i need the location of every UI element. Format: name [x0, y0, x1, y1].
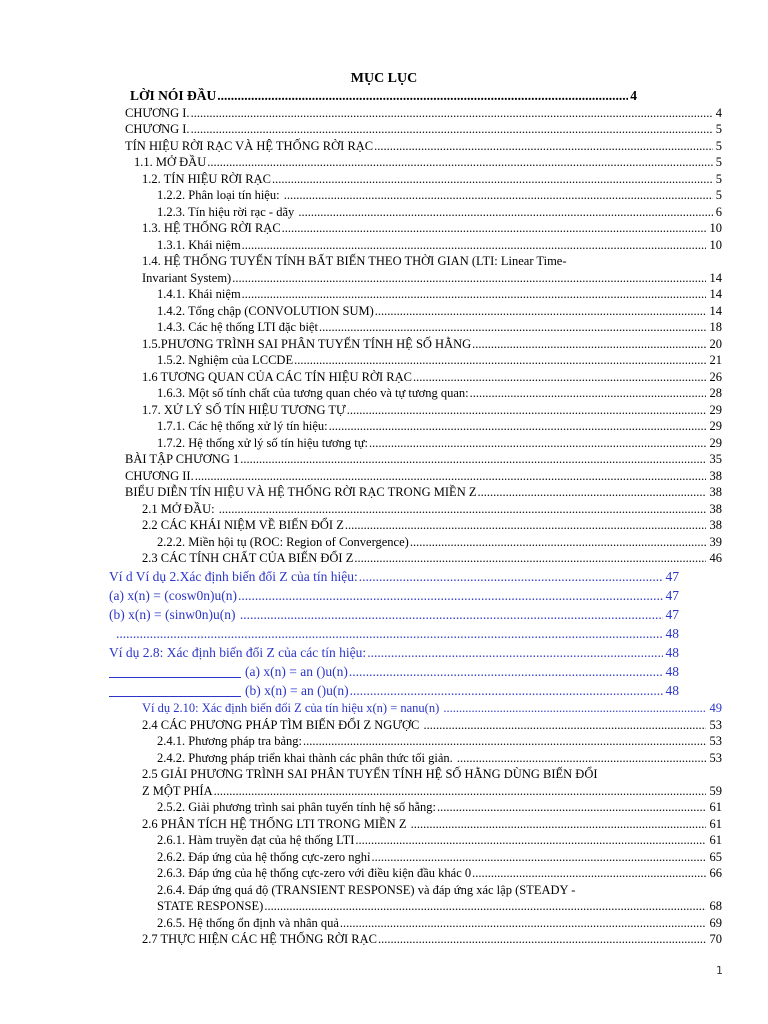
toc-entry-page: 48 — [665, 644, 679, 660]
toc-entry-label: (b) x(n) = (sinw0n)u(n) — [109, 606, 239, 622]
toc-entry — [0, 849, 768, 866]
toc-entry — [0, 451, 768, 468]
toc-entry-label: Z MỘT PHÍA — [142, 783, 213, 798]
toc-entry[interactable] — [0, 681, 768, 700]
toc-entry-label: 2.4.2. Phương pháp triển khai thành các phân thức tối giản. — [157, 750, 456, 765]
toc-entry-page: 48 — [665, 663, 679, 679]
toc-entry-label: 1.7. XỬ LÝ SỐ TÍN HIỆU TƯƠNG TỰ — [142, 402, 346, 417]
toc-entry-page: 14 — [709, 270, 722, 285]
toc-entry — [0, 534, 768, 551]
toc-entry — [0, 369, 768, 386]
toc-entry-label: 1.6.3. Một số tính chất của tương quan chéo và tự tương quan: — [157, 386, 469, 400]
toc-entry — [0, 121, 768, 138]
toc-entry-page: 61 — [709, 816, 722, 831]
toc-entry-page: 53 — [709, 734, 722, 748]
toc-entry-label: Ví d Ví dụ 2.Xác định biến đổi Z của tín hiệu: — [109, 568, 358, 584]
toc-entry-page: 61 — [709, 833, 722, 847]
toc-entry-label: 2.6.1. Hàm truyền đạt của hệ thống LTI — [157, 833, 355, 847]
toc-entry-page: 38 — [709, 501, 722, 516]
toc-entry[interactable] — [0, 624, 768, 643]
toc-entry-label: TÍN HIỆU RỜI RẠC VÀ HỆ THỐNG RỜI RẠC — [125, 138, 374, 153]
toc-entry — [0, 783, 768, 800]
toc-entry — [0, 336, 768, 353]
toc-entry — [0, 187, 768, 204]
toc-entry-label: 1.5.2. Nghiệm của LCCDE — [157, 353, 294, 367]
toc-entry — [0, 501, 768, 518]
toc-entry-page: 5 — [715, 155, 722, 169]
toc-entry — [0, 319, 768, 336]
toc-entry-label: 1.2.2. Phân loại tín hiệu: — [157, 188, 283, 202]
toc-entry-label: 2.7 THỰC HIỆN CÁC HỆ THỐNG RỜI RẠC — [142, 932, 377, 946]
toc-entry — [0, 882, 768, 899]
page-number: 1 — [716, 964, 723, 977]
toc-entry-page: 5 — [715, 171, 722, 186]
toc-entry-page: 35 — [709, 452, 722, 466]
toc-entry-page: 38 — [709, 468, 722, 483]
toc-entry-label: 1.4.3. Các hệ thống LTI đặc biệt — [157, 320, 318, 334]
toc-entry-label: 2.5.2. Giải phương trình sai phân tuyến tính hệ số hằng: — [157, 800, 436, 814]
toc-entry-page: 48 — [665, 625, 679, 641]
toc-entry-label: CHƯƠNG I. — [125, 105, 190, 120]
toc-entry-page: 46 — [709, 551, 722, 565]
toc-entry-page: 49 — [709, 700, 722, 715]
toc-entry-page: 48 — [665, 682, 679, 698]
toc-entry — [0, 418, 768, 435]
toc-entry — [0, 750, 768, 767]
toc-entry[interactable] — [0, 662, 768, 681]
toc-entry-label: CHƯƠNG II. — [125, 468, 194, 483]
toc-entry — [0, 733, 768, 750]
toc-entry-label: 1.5.PHƯƠNG TRÌNH SAI PHÂN TUYẾN TÍNH HỆ SỐ HẰNG — [142, 336, 472, 351]
toc-entry-label: 2.1 MỞ ĐẦU: — [142, 501, 218, 516]
toc-entry — [0, 832, 768, 849]
toc-entry-label: 1.4. HỆ THỐNG TUYẾN TÍNH BẤT BIẾN THEO THỜI GIAN (LTI: Linear Time- — [142, 254, 567, 268]
toc-entry — [0, 154, 768, 171]
toc-entry-label: 1.4.2. Tổng chập (CONVOLUTION SUM) — [157, 303, 374, 318]
toc-entry-label: (a) x(n) = (cosw0n)u(n) — [109, 587, 237, 603]
toc-entry-page: 5 — [715, 188, 722, 202]
toc-entry-label: Ví dụ 2.10: Xác định biến đổi Z của tín hiệu x(n) = nanu(n) — [142, 700, 443, 715]
toc-entry[interactable] — [0, 700, 768, 717]
toc-entry-label: 1.6 TƯƠNG QUAN CỦA CÁC TÍN HIỆU RỜI RẠC — [142, 369, 413, 384]
toc-entry-page: 29 — [709, 435, 722, 450]
toc-title: MỤC LỤC — [350, 71, 418, 86]
toc-entry-label: Ví dụ 2.8: Xác định biến đổi Z của các tín hiệu: — [109, 644, 367, 660]
toc-entry-label: STATE RESPONSE) — [157, 899, 264, 913]
toc-entry[interactable] — [0, 567, 768, 586]
toc-entry-page: 47 — [665, 587, 679, 603]
underline-spacer — [109, 681, 241, 697]
toc-entry-label: 2.4.1. Phương pháp tra bảng: — [157, 734, 302, 748]
toc-entry-label: 1.1. MỞ ĐẦU — [134, 155, 207, 169]
toc-entry-page: 47 — [665, 606, 679, 622]
toc-entry-page: 28 — [709, 386, 722, 400]
toc-entry-page: 18 — [709, 320, 722, 334]
toc-entry — [0, 385, 768, 402]
toc-entry — [0, 171, 768, 188]
toc-entry-page: 66 — [709, 866, 722, 880]
toc-entry-page: 69 — [709, 915, 722, 930]
toc-entry-page: 10 — [709, 237, 722, 252]
toc-entry — [0, 138, 768, 155]
toc-entry-page: 29 — [709, 402, 722, 417]
toc-entry-label: (a) x(n) = an ()u(n) — [245, 663, 348, 679]
toc-entry — [0, 105, 768, 122]
toc-entry — [0, 799, 768, 816]
toc-entry-label: (b) x(n) = an ()u(n) — [245, 682, 349, 698]
toc-entry-page: 14 — [709, 287, 722, 301]
toc-entry-label: 1.4.1. Khái niệm — [157, 287, 241, 301]
toc-entry-label: BÀI TẬP CHƯƠNG 1 — [125, 452, 240, 466]
toc-entry-page: 10 — [709, 221, 722, 235]
toc-entry — [0, 766, 768, 783]
toc-entry — [0, 717, 768, 734]
toc-entry — [0, 484, 768, 501]
toc-entry-page: 5 — [715, 138, 722, 153]
toc-entry — [0, 253, 768, 270]
toc-entry — [0, 468, 768, 485]
toc-entry-page: 5 — [715, 122, 722, 136]
toc-entry-label: 1.7.1. Các hệ thống xử lý tín hiệu: — [157, 419, 328, 433]
toc-entry[interactable] — [0, 586, 768, 605]
toc-entry — [0, 898, 768, 915]
toc-entry — [0, 816, 768, 833]
toc-entry-page: 59 — [709, 783, 722, 798]
toc-entry-label: 2.2.2. Miền hội tụ (ROC: Region of Convergence) — [157, 534, 409, 549]
toc-list — [0, 88, 768, 948]
toc-entry-page: 47 — [665, 568, 679, 584]
toc-entry-label: 1.2. TÍN HIỆU RỜI RẠC — [142, 171, 271, 186]
toc-entry-label: 2.6.3. Đáp ứng của hệ thống cực-zero với điều kiện đầu khác 0 — [157, 866, 472, 880]
toc-entry-label: 2.3 CÁC TÍNH CHẤT CỦA BIẾN ĐỔI Z — [142, 551, 354, 565]
toc-entry-page: 65 — [709, 849, 722, 864]
toc-entry-label: 2.6 PHÂN TÍCH HỆ THỐNG LTI TRONG MIỀN Z — [142, 816, 410, 831]
toc-entry — [0, 435, 768, 452]
toc-entry-page: 6 — [715, 204, 722, 219]
toc-entry — [0, 303, 768, 320]
toc-entry-label: 1.7.2. Hệ thống xử lý số tín hiệu tương tự: — [157, 435, 368, 450]
toc-entry — [0, 865, 768, 882]
toc-entry — [0, 550, 768, 567]
toc-entry-label: 2.2 CÁC KHÁI NIỆM VỀ BIẾN ĐỔI Z — [142, 518, 344, 532]
toc-entry-page: 21 — [709, 353, 722, 367]
toc-entry — [0, 286, 768, 303]
toc-entry-page: 4 — [715, 105, 722, 120]
toc-entry-label: 1.3. HỆ THỐNG RỜI RẠC — [142, 221, 281, 235]
toc-entry — [0, 237, 768, 254]
toc-entry-label: 2.5 GIẢI PHƯƠNG TRÌNH SAI PHÂN TUYẾN TÍNH HỆ SỐ HẰNG DÙNG BIẾN ĐỔI — [142, 767, 598, 781]
toc-entry[interactable] — [0, 643, 768, 662]
toc-entry-page: 14 — [709, 303, 722, 318]
toc-entry — [0, 517, 768, 534]
toc-entry — [0, 915, 768, 932]
toc-entry-page: 39 — [709, 534, 722, 549]
toc-entry-page: 38 — [709, 518, 722, 532]
toc-entry — [0, 204, 768, 221]
toc-entry-label: BIỂU DIỄN TÍN HIỆU VÀ HỆ THỐNG RỜI RẠC TRONG MIỀN Z — [125, 485, 477, 499]
toc-entry[interactable] — [0, 605, 768, 624]
toc-entry-page: 4 — [630, 88, 637, 103]
toc-entry-page: 70 — [709, 932, 722, 946]
toc-entry-label: Invariant System) — [142, 270, 232, 285]
toc-entry — [0, 931, 768, 948]
toc-entry-label: 1.3.1. Khái niệm — [157, 237, 241, 252]
toc-entry — [0, 88, 768, 105]
toc-entry-label: 2.6.4. Đáp ứng quá độ (TRANSIENT RESPONSE) và đáp ứng xác lập (STEADY - — [157, 882, 576, 897]
toc-entry-page: 38 — [709, 485, 722, 499]
toc-entry-label: 2.6.2. Đáp ứng của hệ thống cực-zero nghỉ — [157, 849, 371, 864]
toc-entry-label: 2.4 CÁC PHƯƠNG PHÁP TÌM BIẾN ĐỔI Z NGƯỢC — [142, 717, 423, 732]
toc-entry — [0, 220, 768, 237]
toc-entry-page: 29 — [709, 419, 722, 433]
toc-entry-label: CHƯƠNG I. — [125, 122, 190, 136]
toc-entry-label — [115, 626, 116, 641]
toc-entry — [0, 270, 768, 287]
toc-entry-page: 61 — [709, 800, 722, 814]
toc-entry-label: LỜI NÓI ĐẦU — [130, 88, 217, 103]
underline-spacer — [109, 662, 241, 678]
toc-entry-page: 26 — [709, 369, 722, 384]
toc-entry-page: 68 — [709, 899, 722, 913]
toc-entry-page: 20 — [709, 336, 722, 351]
toc-entry — [0, 402, 768, 419]
toc-entry-label: 2.6.5. Hệ thống ổn định và nhân quả — [157, 915, 339, 930]
toc-entry-page: 53 — [709, 750, 722, 765]
toc-entry — [0, 352, 768, 369]
toc-entry-page: 53 — [709, 717, 722, 732]
toc-entry-label: 1.2.3. Tín hiệu rời rạc - dãy — [157, 204, 298, 219]
